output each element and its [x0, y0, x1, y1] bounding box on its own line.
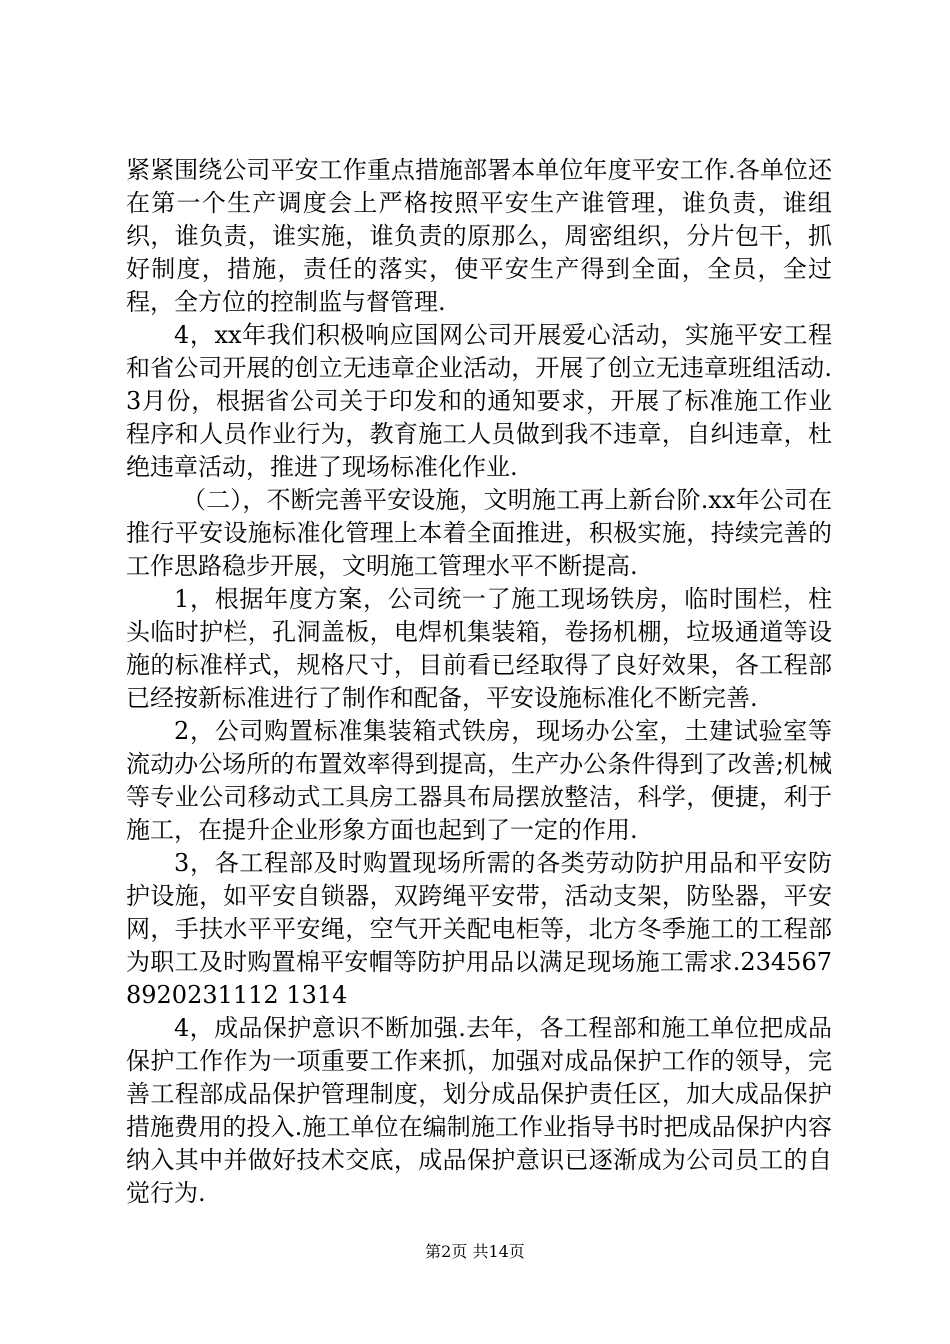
- paragraph-item-4-product-protection: 4，成品保护意识不断加强.去年，各工程部和施工单位把成品保护工作作为一项重要工作来抓，加强对成品保护工作的领导，完善工程部成品保护管理制度，划分成品保护责任区，加大成品保护措施费用的投入.施工单位在编制施工作业指导书时把成品保护内容纳入其中并做好技术交底，成品保护意识已逐渐成为公司员工的自觉行为.: [126, 1014, 832, 1207]
- paragraph-item-4-activities: 4，xx年我们积极响应国网公司开展爱心活动，实施平安工程和省公司开展的创立无违章企业活动，开展了创立无违章班组活动.3月份，根据省公司关于印发和的通知要求，开展了标准施工作业程序和人员作业行为，教育施工人员做到我不违章，自纠违章，杜绝违章活动，推进了现场标准化作业.: [126, 321, 832, 481]
- document-body: [126, 154, 832, 1210]
- paragraph-continuation: 紧紧围绕公司平安工作重点措施部署本单位年度平安工作.各单位还在第一个生产调度会上严格按照平安生产谁管理，谁负责，谁组织，谁负责，谁实施，谁负责的原那么，周密组织，分片包干，抓好制度，措施，责任的落实，使平安生产得到全面，全员，全过程，全方位的控制监与督管理.: [126, 156, 832, 316]
- page-number-footer: 第2页 共14页: [425, 1242, 525, 1261]
- paragraph-item-2-offices: 2，公司购置标准集装箱式铁房，现场办公室，土建试验室等流动办公场所的布置效率得到提高，生产办公条件得到了改善;机械等专业公司移动式工具房工器具布局摆放整洁，科学，便捷，利于施工，在提升企业形象方面也起到了一定的作用.: [126, 717, 832, 844]
- paragraph-item-3-protection: 3，各工程部及时购置现场所需的各类劳动防护用品和平安防护设施，如平安自锁器，双跨绳平安带，活动支架，防坠器，平安网，手扶水平平安绳，空气开关配电柜等，北方冬季施工的工程部为职工及时购置棉平安帽等防护用品以满足现场施工需求.2345678920231112 1314: [126, 849, 832, 1009]
- paragraph-section-2-heading: （二），不断完善平安设施，文明施工再上新台阶.xx年公司在推行平安设施标准化管理上本着全面推进，积极实施，持续完善的工作思路稳步开展，文明施工管理水平不断提高.: [126, 486, 832, 580]
- paragraph-item-1-standards: 1，根据年度方案，公司统一了施工现场铁房，临时围栏，柱头临时护栏，孔洞盖板，电焊机集装箱，卷扬机棚，垃圾通道等设施的标准样式，规格尺寸，目前看已经取得了良好效果，各工程部已经按新标准进行了制作和配备，平安设施标准化不断完善.: [126, 585, 832, 712]
